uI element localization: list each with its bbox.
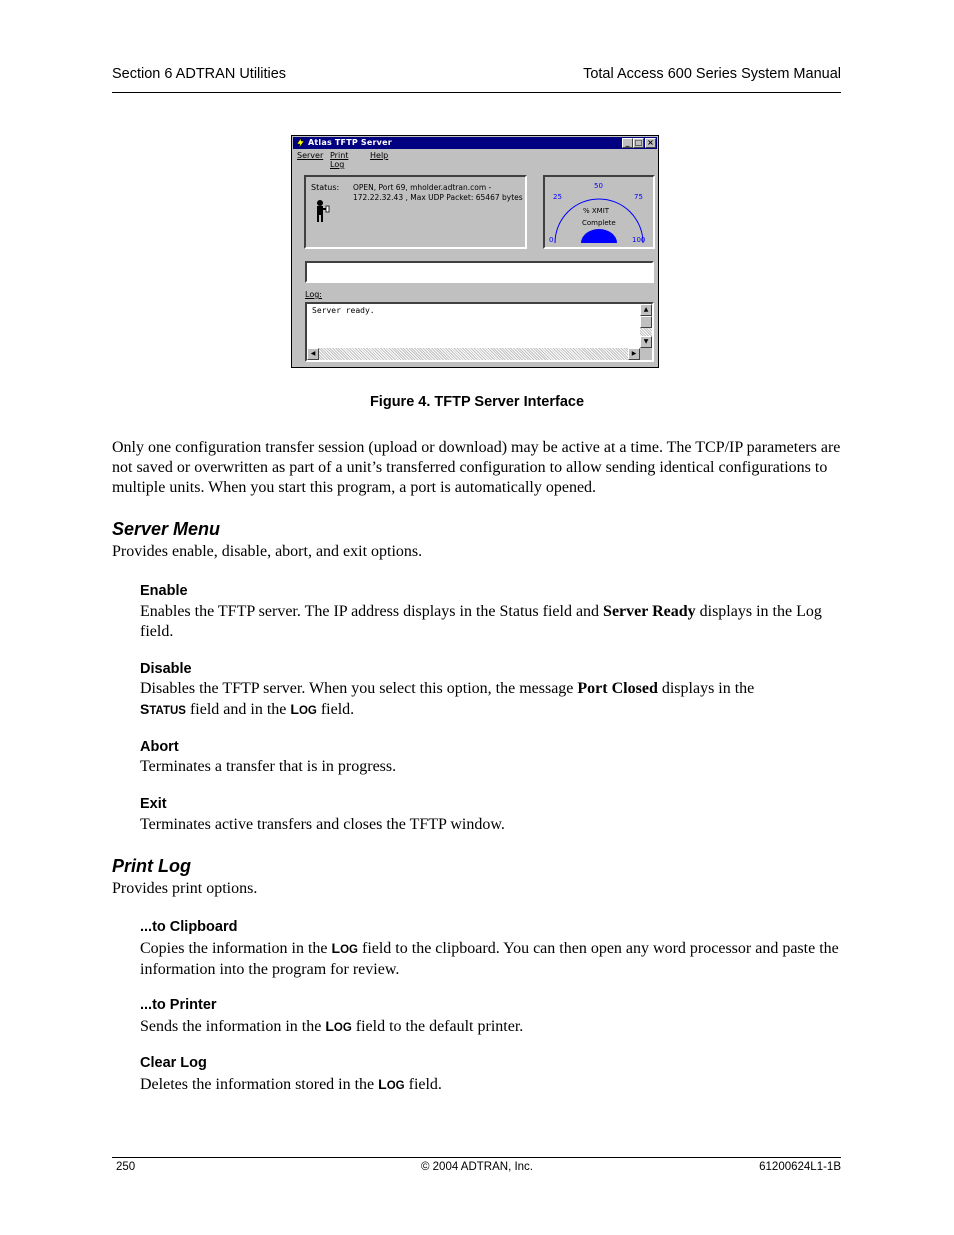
minimize-button[interactable]: _ xyxy=(622,138,633,148)
status-label: Status: xyxy=(311,183,340,192)
clipboard-description: Copies the information in the LOG field to the clipboard. You can then open any word processor and paste the information into the program for review. xyxy=(140,940,839,978)
gauge-tick-100: 100 xyxy=(632,236,646,244)
scroll-thumb[interactable] xyxy=(640,316,652,328)
gauge-tick-25: 25 xyxy=(553,193,562,201)
figure-caption: Figure 4. TFTP Server Interface xyxy=(369,394,585,410)
menu-server[interactable]: Server xyxy=(297,151,324,160)
gauge-tick-50: 50 xyxy=(594,182,603,190)
horizontal-scrollbar[interactable] xyxy=(307,348,640,360)
gauge-graphic xyxy=(545,177,653,247)
transfer-progress-field xyxy=(305,261,654,283)
gauge-fill xyxy=(581,229,617,243)
footer-copyright: © 2004 ADTRAN, Inc. xyxy=(420,1161,534,1173)
maximize-button[interactable]: □ xyxy=(634,138,643,147)
heading-disable: Disable xyxy=(140,661,192,677)
gauge-tick-0: 0 xyxy=(549,236,554,244)
document-number: 61200624L1-1B xyxy=(759,1161,841,1173)
server-menu-intro: Provides enable, disable, abort, and exit options. xyxy=(112,543,423,560)
heading-print-log: Print Log xyxy=(112,856,191,876)
exit-description: Terminates active transfers and closes the TFTP window. xyxy=(140,816,505,833)
running-header-title: Total Access 600 Series System Manual xyxy=(583,66,841,82)
heading-server-menu: Server Menu xyxy=(112,519,221,539)
menu-help[interactable]: Help xyxy=(370,151,389,160)
log-content: Server ready. xyxy=(312,306,375,315)
heading-to-clipboard: ...to Clipboard xyxy=(140,919,238,935)
scroll-right-icon[interactable]: ▶ xyxy=(628,348,640,360)
intro-paragraph: Only one configuration transfer session (upload or download) may be active at a time. The TCP/IP parameters are not saved or overwritten as part of a unit’s transferred configuration to allow sending identical configurations to multiple units. When you start this program, a port is automatically opened. xyxy=(112,439,841,496)
header-rule xyxy=(112,92,841,93)
enable-description: Enables the TFTP server. The IP address displays in the Status field and Server Ready displays in the Log field. xyxy=(140,603,822,640)
scrollbar-corner xyxy=(640,348,652,360)
tftp-server-window xyxy=(291,135,659,368)
window-titlebar xyxy=(293,137,657,149)
transfer-gauge xyxy=(543,175,655,249)
heading-abort: Abort xyxy=(140,739,179,755)
heading-to-printer: ...to Printer xyxy=(140,997,217,1013)
status-field: OPEN, Port 69, mholder.adtran.com - 172.22.32.43 , Max UDP Packet: 65467 bytes xyxy=(353,183,523,202)
heading-exit: Exit xyxy=(140,796,167,812)
running-header-section: Section 6 ADTRAN Utilities xyxy=(112,66,287,82)
gauge-label-xmit: % XMIT xyxy=(583,207,610,215)
gauge-label-complete: Complete xyxy=(582,219,616,227)
window-title: Atlas TFTP Server xyxy=(308,138,392,147)
footer-rule xyxy=(112,1157,841,1158)
scroll-up-icon[interactable]: ▲ xyxy=(640,304,652,316)
close-button[interactable]: × xyxy=(645,138,656,148)
menu-print-log[interactable]: Print Log xyxy=(330,151,349,169)
disable-description: Disables the TFTP server. When you select this option, the message Port Closed displays in the STATUS field and in the LOG field. xyxy=(140,680,755,718)
vertical-scrollbar[interactable] xyxy=(640,304,652,348)
heading-clear-log: Clear Log xyxy=(140,1055,207,1071)
log-field[interactable] xyxy=(305,302,654,362)
print-log-intro: Provides print options. xyxy=(112,880,258,897)
scroll-left-icon[interactable]: ◀ xyxy=(307,348,319,360)
status-panel xyxy=(304,175,527,249)
log-label: Log: xyxy=(305,290,322,299)
printer-description: Sends the information in the LOG field to the default printer. xyxy=(140,1018,524,1035)
tftp-app-icon xyxy=(296,138,305,148)
abort-description: Terminates a transfer that is in progress. xyxy=(140,758,397,775)
scroll-down-icon[interactable]: ▼ xyxy=(640,336,652,348)
page-number: 250 xyxy=(116,1161,136,1173)
heading-enable: Enable xyxy=(140,583,188,599)
clear-log-description: Deletes the information stored in the LOG field. xyxy=(140,1076,442,1093)
gauge-tick-75: 75 xyxy=(634,193,643,201)
person-icon xyxy=(312,199,330,223)
